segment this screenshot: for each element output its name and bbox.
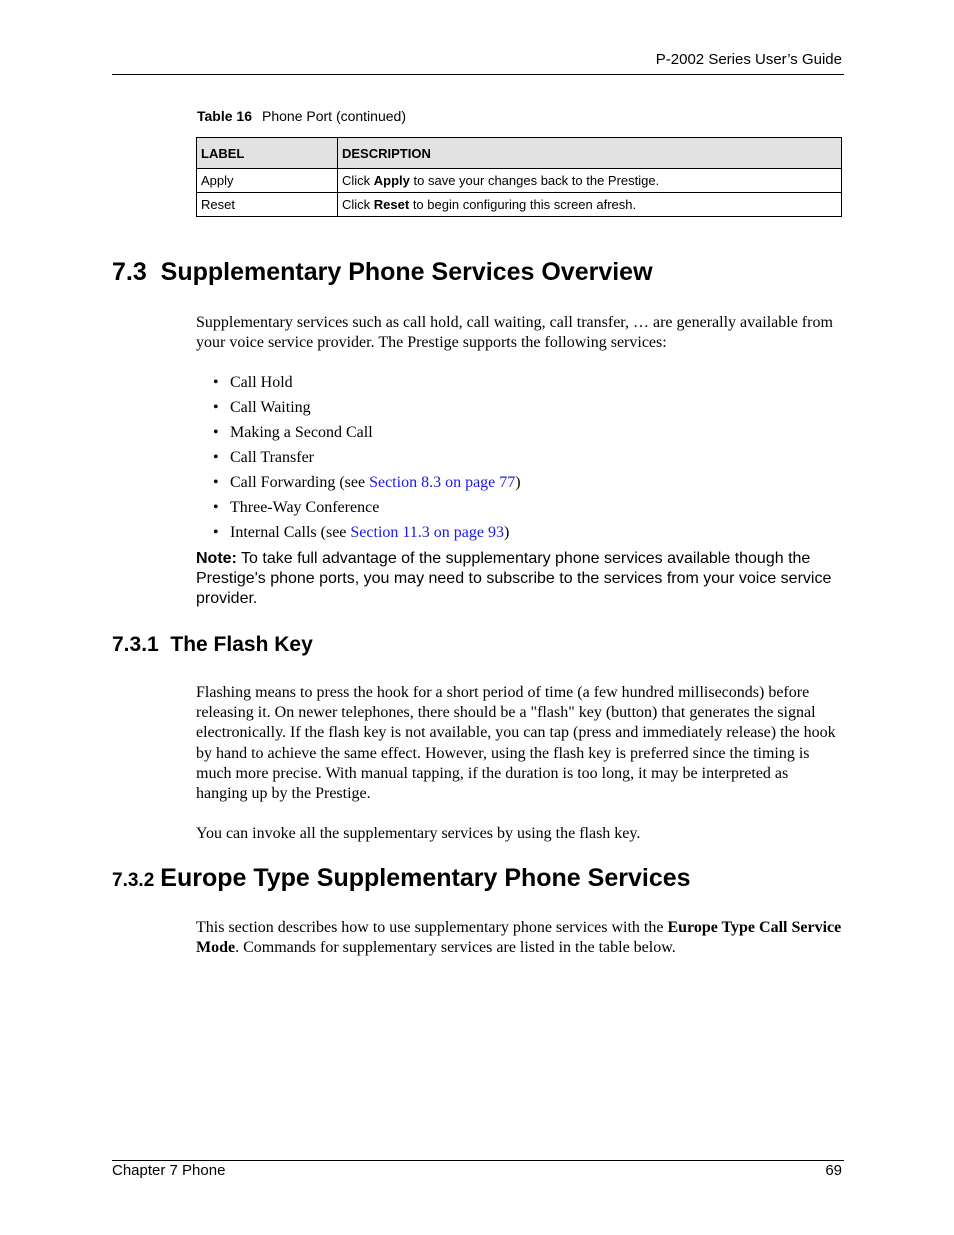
- list-item-text: Internal Calls (see: [230, 524, 351, 541]
- flash-key-paragraph: Flashing means to press the hook for a short period of time (a few hundred milliseconds) before releasing it. On newer telephones, there should be a "flash" key (button) that generates the signal electronically. If the flash key is not available, you can tap (press and immediately release) the hook by hand to achieve the same effect. However, using the flash key is preferred since the timing is much more precise. With manual tapping, if the duration is too long, it may be interpreted as hanging up by the Prestige.: [196, 684, 836, 803]
- list-item-text: Three-Way Conference: [230, 499, 380, 516]
- list-item: • Call Transfer: [213, 449, 314, 466]
- note-block: [196, 549, 846, 609]
- desc-bold: Reset: [373, 197, 410, 212]
- footer-chapter: Chapter 7 Phone: [112, 1162, 226, 1179]
- note-text: To take full advantage of the supplementary phone services available though the Prestige's phone ports, you may need to subscribe to the services from your voice service provider.: [196, 550, 832, 607]
- list-item-text: Call Hold: [230, 374, 293, 391]
- list-item-text: ): [515, 474, 521, 491]
- column-header-label: LABEL: [197, 138, 338, 169]
- table-caption-text: Phone Port (continued): [262, 108, 406, 124]
- heading-number: 7.3.2: [112, 870, 155, 891]
- section-8-3-link[interactable]: Section 8.3 on page 77: [369, 474, 516, 491]
- list-item-text: ): [504, 524, 510, 541]
- row-label: Apply: [197, 169, 338, 193]
- flash-key-invoke-paragraph: You can invoke all the supplementary services by using the flash key.: [196, 825, 641, 842]
- para-text: This section describes how to use supplementary phone services with the: [196, 919, 668, 936]
- column-header-description: DESCRIPTION: [338, 138, 842, 169]
- header-rule: [112, 74, 844, 75]
- running-header: P-2002 Series User’s Guide: [655, 51, 842, 68]
- heading-7-3: 7.3 Supplementary Phone Services Overview: [112, 258, 653, 286]
- section-11-3-link[interactable]: Section 11.3 on page 93: [350, 524, 505, 541]
- list-item-text: Making a Second Call: [230, 424, 373, 441]
- table-caption-label: Table 16: [197, 108, 252, 124]
- list-item: • Call Forwarding (see Section 8.3 on page 77): [213, 474, 521, 491]
- page-number: 69: [825, 1162, 842, 1179]
- list-item: • Call Hold: [213, 374, 293, 391]
- para-text: . Commands for supplementary services are listed in the table below.: [235, 939, 676, 957]
- services-list: [213, 372, 521, 547]
- list-item-text: Call Forwarding (see: [230, 474, 370, 491]
- note-label: Note:: [196, 550, 237, 567]
- phone-port-table: [196, 137, 842, 217]
- intro-paragraph: Supplementary services such as call hold, call waiting, call transfer, … are generally available from your voice service provider. The Prestige supports the following services:: [196, 314, 833, 352]
- table-row: [197, 169, 842, 193]
- table-header-row: [197, 138, 842, 169]
- desc-text: to save your changes back to the Prestige.: [409, 173, 660, 188]
- heading-7-3-2: [112, 864, 691, 893]
- list-item-text: Call Waiting: [230, 399, 311, 416]
- list-item-text: Call Transfer: [230, 449, 314, 466]
- row-description: [338, 193, 842, 217]
- list-item: • Three-Way Conference: [213, 499, 380, 516]
- desc-bold: Apply: [373, 173, 410, 188]
- desc-text: Click: [342, 197, 374, 212]
- footer-rule: [112, 1160, 844, 1161]
- desc-text: to begin configuring this screen afresh.: [409, 197, 637, 212]
- table-caption: [197, 108, 406, 124]
- heading-title: Europe Type Supplementary Phone Services: [160, 864, 691, 892]
- desc-text: Click: [342, 173, 374, 188]
- list-item: • Internal Calls (see Section 11.3 on page 93): [213, 524, 510, 541]
- list-item: • Call Waiting: [213, 399, 311, 416]
- para-bold: Europe Type Call Service Mode: [196, 919, 842, 957]
- row-description: [338, 169, 842, 193]
- europe-type-paragraph: [196, 918, 842, 958]
- row-label: Reset: [197, 193, 338, 217]
- table-row: [197, 193, 842, 217]
- heading-7-3-1: 7.3.1 The Flash Key: [112, 633, 313, 656]
- list-item: • Making a Second Call: [213, 424, 373, 441]
